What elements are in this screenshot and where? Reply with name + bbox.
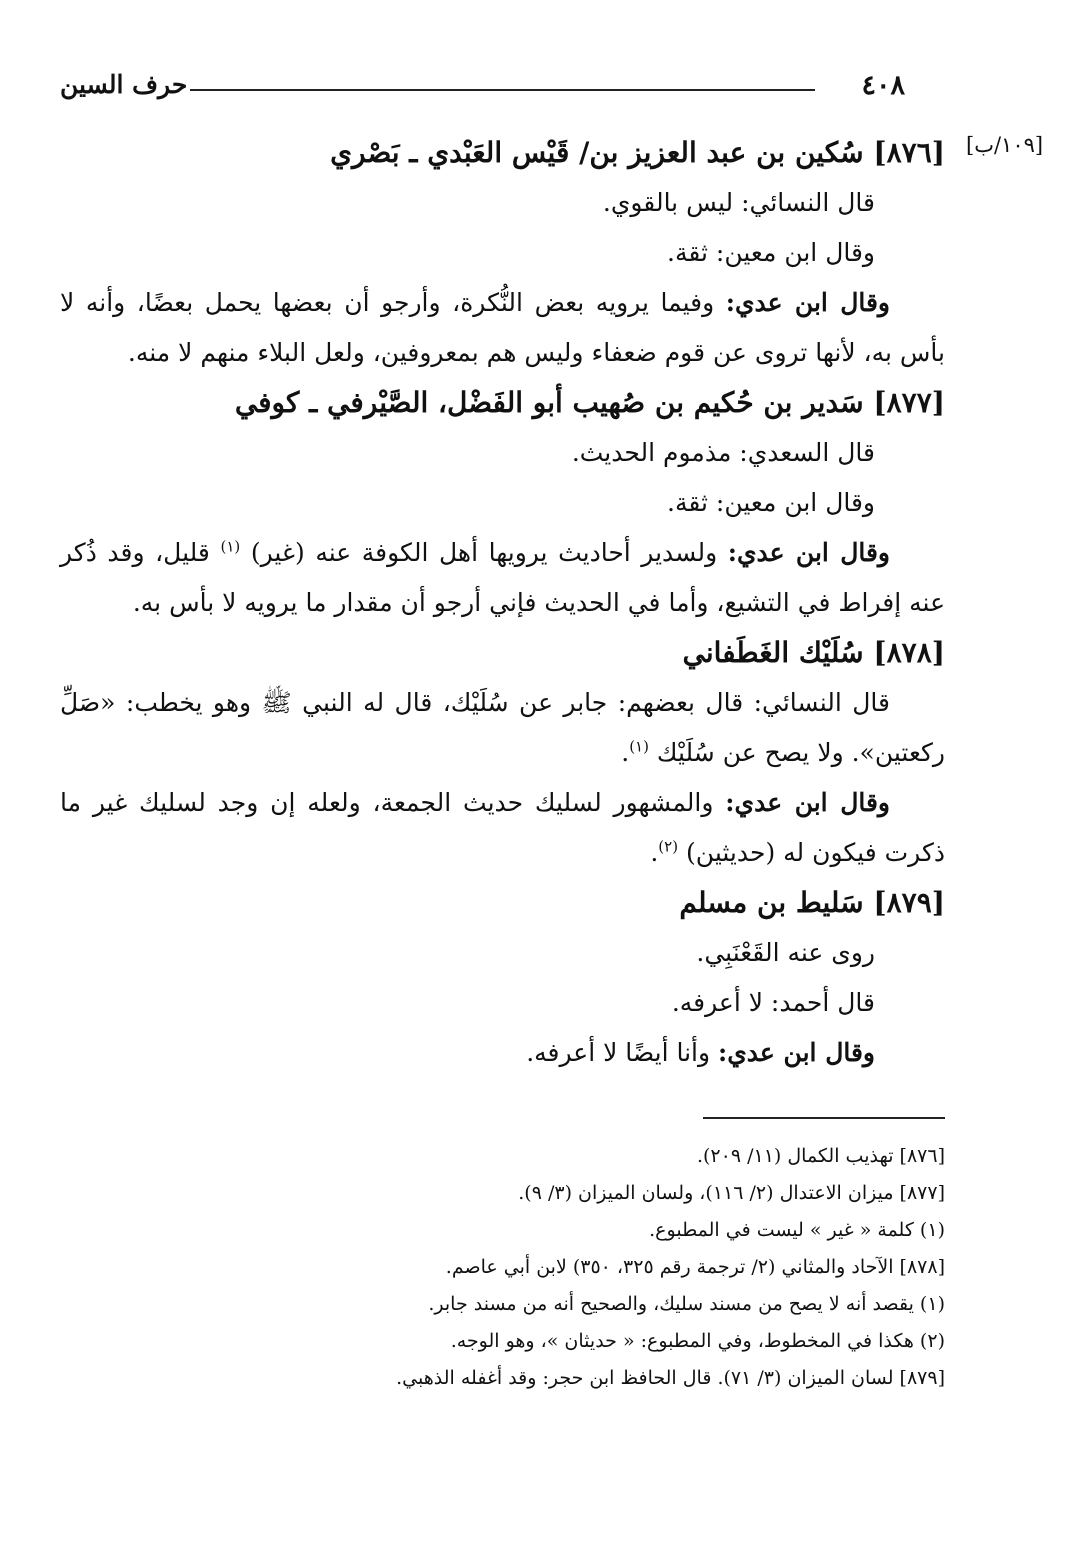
entry-877-line-1: قال السعدي: مذموم الحديث. xyxy=(571,438,875,467)
entry-877-line-2: وقال ابن معين: ثقة. xyxy=(667,488,875,517)
footnote-item: [٨٧٦] تهذيب الكمال (١١/ ٢٠٩). xyxy=(696,1145,945,1167)
entry-876-title: [٨٧٦] سُكين بن عبد العزيز بن/ قَيْس العَبْدي ـ بَصْري xyxy=(330,136,945,169)
entry-879-line-1: روى عنه القَعْنَبِي. xyxy=(696,938,875,967)
main-text xyxy=(60,128,945,1078)
entry-878-paragraph-2 xyxy=(60,778,945,878)
entry-876-line-2: وقال ابن معين: ثقة. xyxy=(667,238,875,267)
entry-878-footnote-ref-2: (٢) xyxy=(658,837,679,856)
entry-879-line-2: قال أحمد: لا أعرفه. xyxy=(671,988,875,1017)
entry-876-lead: وقال ابن عدي: xyxy=(725,288,891,317)
entry-877-footnote-ref: (١) xyxy=(220,537,241,556)
entry-878-paragraph-1 xyxy=(60,678,945,778)
entry-878-text-1: قال النسائي: قال بعضهم: جابر عن سُلَيْك، قال له النبي ﷺ وهو يخطب: «صَلِّ ركعتين». ولا يصح عن سُلَيْك xyxy=(60,688,945,767)
page-number: ٤٠٨ xyxy=(861,70,905,101)
entry-878-end-2: . xyxy=(650,838,659,867)
footnotes xyxy=(260,1138,945,1397)
entry-877-text-a: ولسدير أحاديث يرويها أهل الكوفة عنه (غير) xyxy=(250,538,718,567)
entry-877-text-b: قليل، وقد ذُكر عنه إفراط في التشيع، وأما في الحديث فإني أرجو أن مقدار ما يرويه لا بأس به. xyxy=(60,538,945,617)
entry-877-title: [٨٧٧] سَدير بن حُكيم بن صُهيب أبو الفَضْل، الصَّيْرفي ـ كوفي xyxy=(234,386,945,419)
entry-876-line-1: قال النسائي: ليس بالقوي. xyxy=(602,188,875,217)
header-rule xyxy=(190,89,815,91)
entry-878-footnote-ref-1: (١) xyxy=(629,737,649,756)
footnote-item: [٨٧٩] لسان الميزان (٣/ ٧١). قال الحافظ ابن حجر: وقد أغفله الذهبي. xyxy=(396,1367,945,1389)
entry-877-paragraph xyxy=(60,528,945,628)
footnote-item: [٨٧٧] ميزان الاعتدال (٢/ ١١٦)، ولسان الميزان (٣/ ٩). xyxy=(518,1182,945,1204)
entry-878-lead: وقال ابن عدي: xyxy=(725,788,891,817)
entry-877-lead: وقال ابن عدي: xyxy=(727,538,890,567)
footnote-item: (٢) هكذا في المخطوط، وفي المطبوع: « حديثان »، وهو الوجه. xyxy=(450,1330,945,1352)
footnote-separator xyxy=(703,1117,945,1119)
footnote-item: (١) كلمة « غير » ليست في المطبوع. xyxy=(649,1219,945,1241)
page-header xyxy=(60,70,905,114)
entry-876-paragraph xyxy=(60,278,945,378)
entry-879-lead: وقال ابن عدي: xyxy=(718,1038,875,1067)
entry-879-line-3 xyxy=(60,1028,945,1078)
footnote-item: (١) يقصد أنه لا يصح من مسند سليك، والصحيح أنه من مسند جابر. xyxy=(428,1293,945,1315)
entry-879-text: وأنا أيضًا لا أعرفه. xyxy=(526,1038,711,1067)
entry-878-end-1: . xyxy=(621,738,630,767)
entry-876-text: وفيما يرويه بعض النُّكرة، وأرجو أن بعضها يحمل بعضًا، وأنه لا بأس به، لأنها تروى عن قوم ضعفاء وليس هم بمعروفين، ولعل البلاء منهم لا منه. xyxy=(60,288,945,367)
entry-878-title: [٨٧٨] سُلَيْك الغَطَفاني xyxy=(682,636,945,669)
manuscript-folio-ref: [١٠٩/ب] xyxy=(966,133,1044,157)
chapter-title: حرف السين xyxy=(60,70,188,99)
entry-878-text-2: والمشهور لسليك حديث الجمعة، ولعله إن وجد لسليك غير ما ذكرت فيكون له (حديثين) xyxy=(60,788,945,867)
entry-879-title: [٨٧٩] سَليط بن مسلم xyxy=(679,886,945,919)
footnote-item: [٨٧٨] الآحاد والمثاني (٢/ ترجمة رقم ٣٢٥، ٣٥٠) لابن أبي عاصم. xyxy=(445,1256,945,1278)
